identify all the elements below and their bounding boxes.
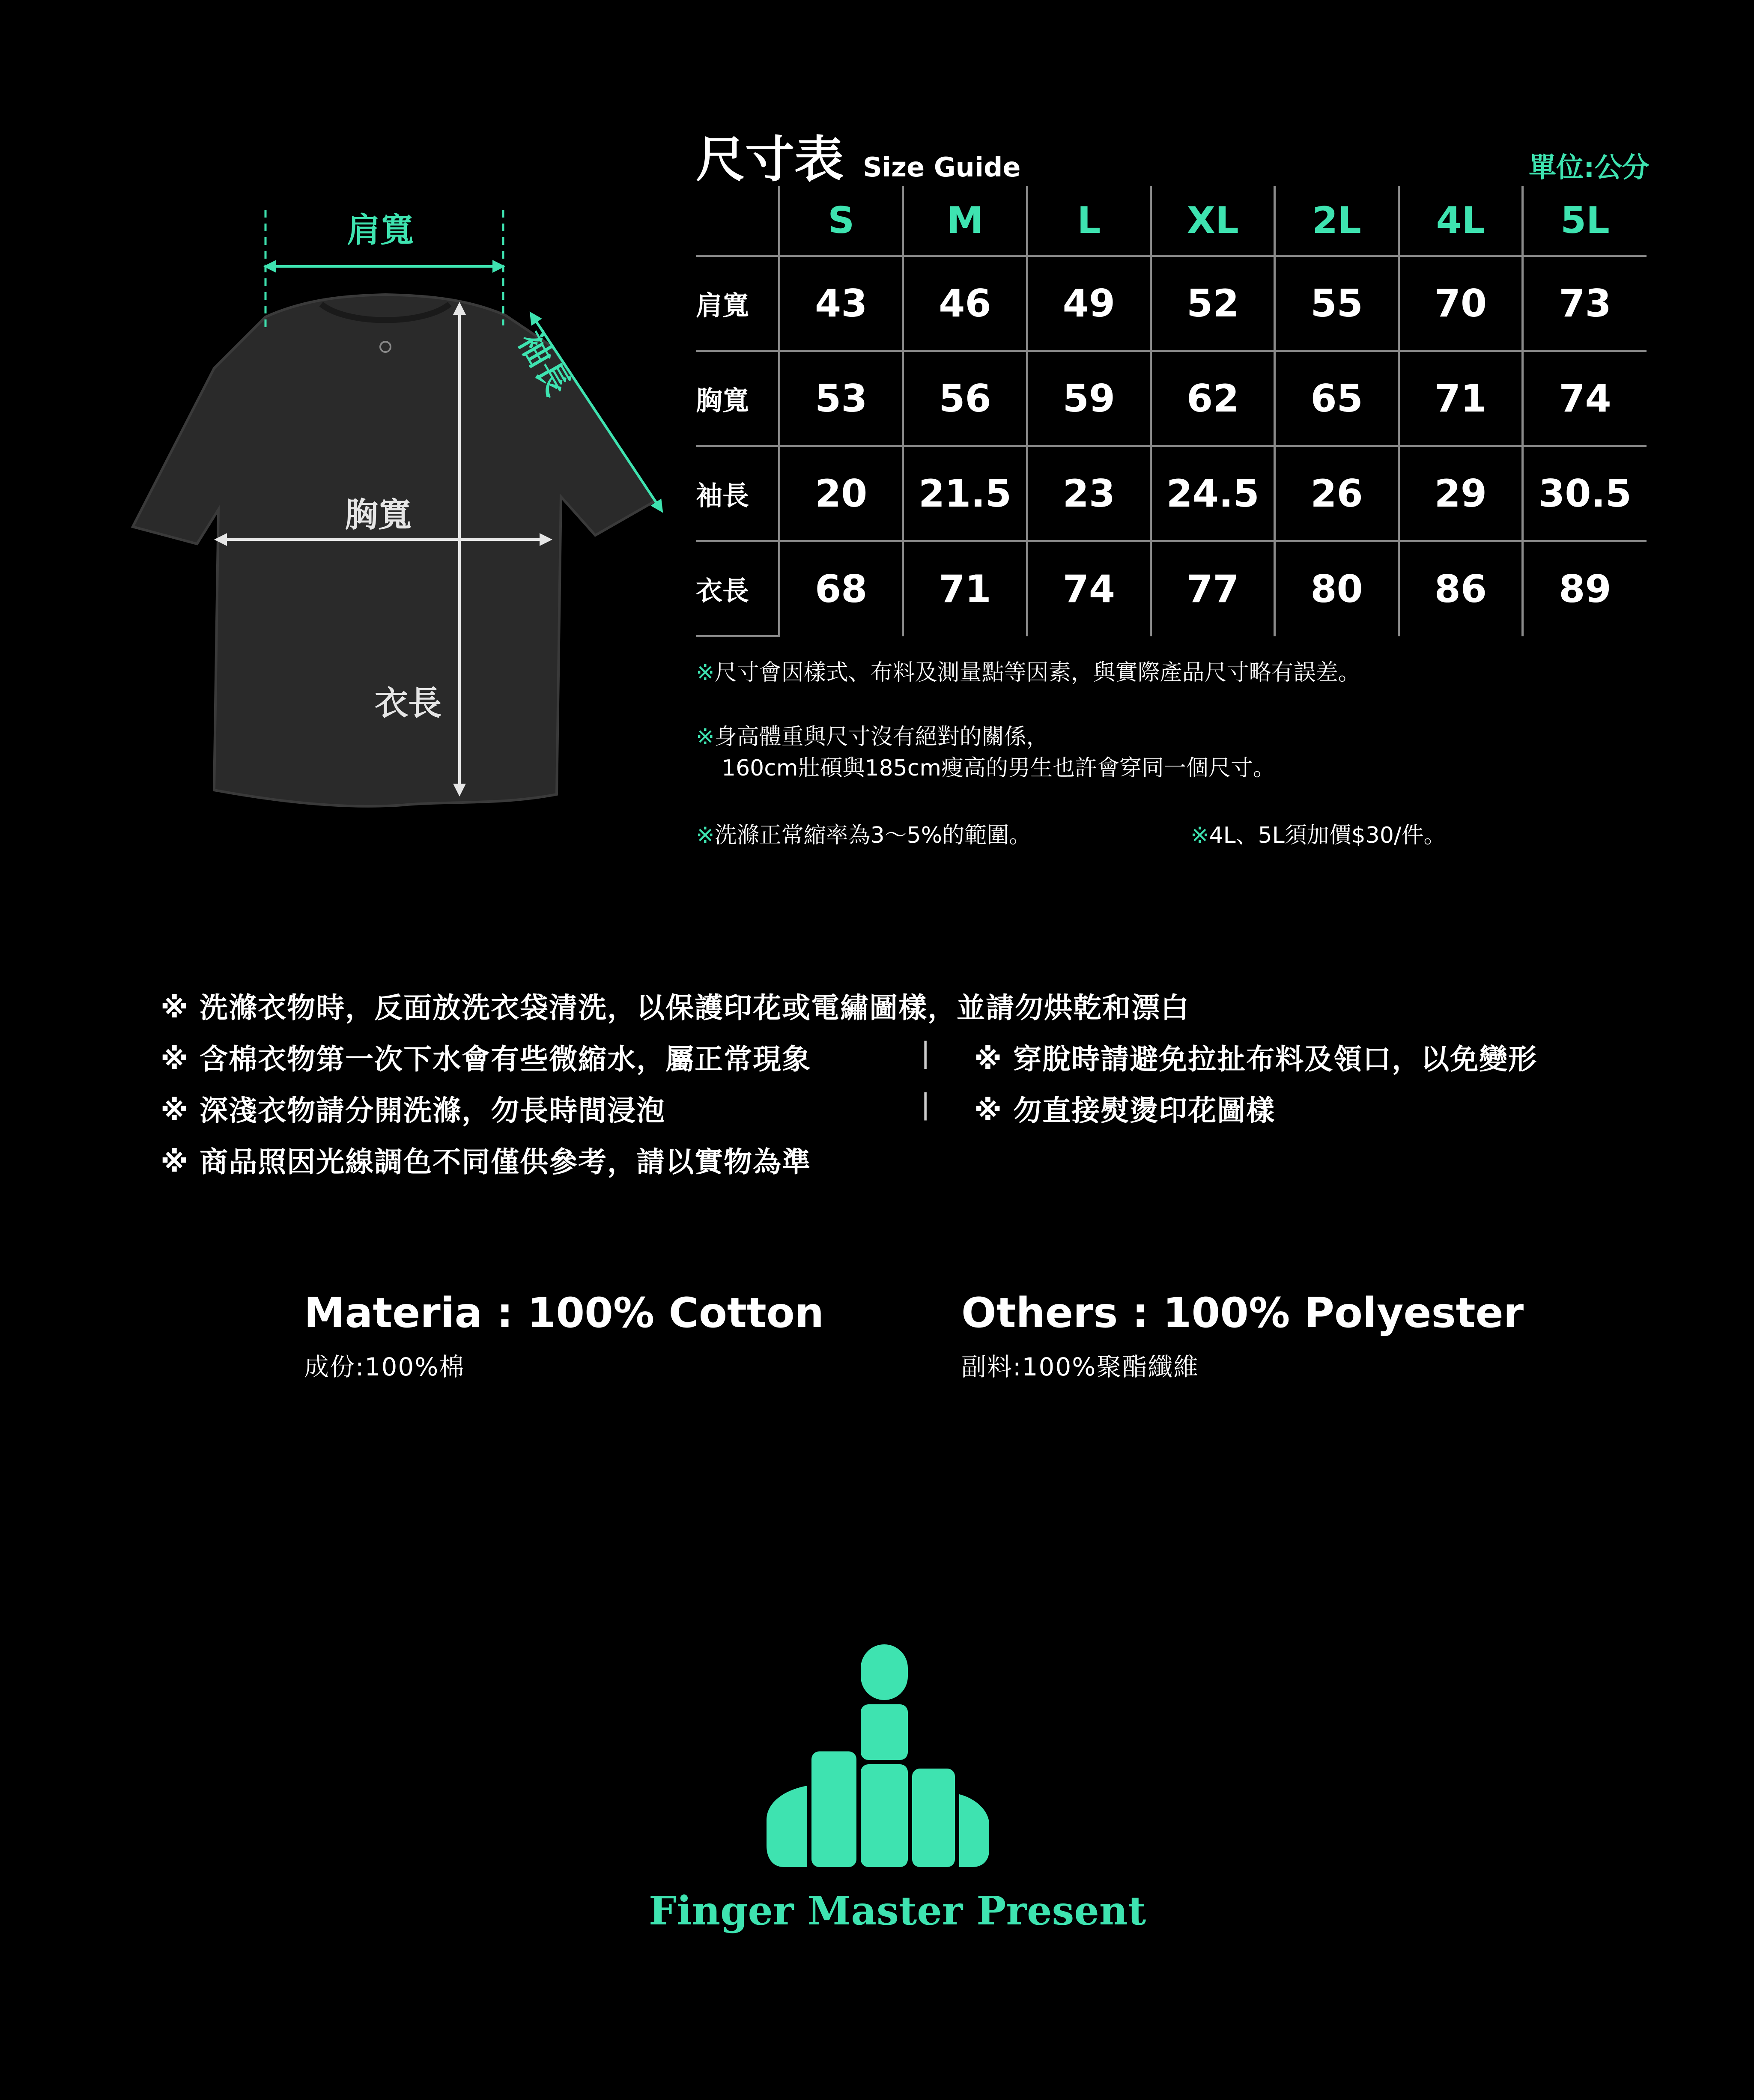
- size-table-wrapper: [696, 186, 1647, 637]
- note-text: 160cm壯碩與185cm瘦高的男生也許會穿同一個尺寸。: [722, 755, 1275, 781]
- table-cell: 74: [1523, 351, 1647, 446]
- table-cell: 49: [1027, 256, 1151, 351]
- size-col-5l: 5L: [1523, 186, 1647, 256]
- table-cell: 30.5: [1523, 446, 1647, 541]
- table-cell: 52: [1151, 256, 1275, 351]
- care-line-2-right: ※ 穿脫時請避免拉扯布料及領口，以免變形: [974, 1043, 1538, 1076]
- table-title: 尺寸表: [696, 131, 844, 188]
- chest-label: 胸寬: [345, 496, 412, 534]
- row-label: 衣長: [696, 541, 779, 636]
- size-col-4l: 4L: [1399, 186, 1522, 256]
- table-cell: 24.5: [1151, 446, 1275, 541]
- table-cell: 55: [1275, 256, 1399, 351]
- table-row-chest: [696, 351, 1647, 446]
- note-body-size: [696, 722, 1275, 784]
- table-cell: 43: [779, 256, 903, 351]
- table-cell: 65: [1275, 351, 1399, 446]
- material-other-sub: 副料:100%聚酯纖維: [961, 1352, 1199, 1381]
- note-mark: ※: [1190, 823, 1209, 848]
- table-cell: 26: [1275, 446, 1399, 541]
- note-shrink: [696, 820, 1031, 851]
- table-cell: 74: [1027, 541, 1151, 636]
- note-mark: ※: [696, 660, 715, 686]
- table-cell: 29: [1399, 446, 1522, 541]
- table-cell: 53: [779, 351, 903, 446]
- care-separator: |: [921, 1088, 931, 1121]
- table-cell: 80: [1275, 541, 1399, 636]
- row-label: 胸寬: [696, 351, 779, 446]
- note-mark: ※: [696, 823, 715, 848]
- table-cell: 77: [1151, 541, 1275, 636]
- row-label: 袖長: [696, 446, 779, 541]
- note-text: 4L、5L須加價$30/件。: [1209, 823, 1446, 848]
- brand-name: Finger Master Present: [649, 1888, 1146, 1934]
- table-cell: 68: [779, 541, 903, 636]
- size-col-2l: 2L: [1275, 186, 1399, 256]
- shirt-diagram: [124, 188, 677, 831]
- table-subtitle: Size Guide: [863, 152, 1021, 183]
- length-label: 衣長: [375, 684, 442, 723]
- care-line-4: ※ 商品照因光線調色不同僅供參考，請以實物為準: [161, 1145, 811, 1178]
- table-corner: [696, 186, 779, 256]
- table-row-shoulder: [696, 256, 1647, 351]
- material-main-sub: 成份:100%棉: [304, 1352, 465, 1381]
- note-text: 洗滌正常縮率為3～5%的範圍。: [714, 823, 1032, 848]
- care-line-3-right: ※ 勿直接熨燙印花圖樣: [974, 1094, 1276, 1127]
- sleeve-label: 袖長: [510, 325, 577, 403]
- material-main-title: Materia : 100% Cotton: [304, 1289, 824, 1337]
- table-cell: 20: [779, 446, 903, 541]
- care-separator: |: [921, 1036, 931, 1069]
- table-cell: 70: [1399, 256, 1522, 351]
- care-line-1: ※ 洗滌衣物時，反面放洗衣袋清洗，以保護印花或電繡圖樣，並請勿烘乾和漂白: [161, 991, 1190, 1024]
- table-cell: 56: [903, 351, 1027, 446]
- table-cell: 71: [1399, 351, 1522, 446]
- hand-gesture-icon: [767, 1644, 989, 1876]
- note-tolerance: [696, 657, 1360, 689]
- care-line-3-left: ※ 深淺衣物請分開洗滌，勿長時間浸泡: [161, 1094, 666, 1127]
- table-cell: 62: [1151, 351, 1275, 446]
- table-row-sleeve: [696, 446, 1647, 541]
- table-cell: 73: [1523, 256, 1647, 351]
- size-col-m: M: [903, 186, 1027, 256]
- size-col-xl: XL: [1151, 186, 1275, 256]
- size-header-row: [696, 186, 1647, 256]
- table-cell: 86: [1399, 541, 1522, 636]
- size-col-s: S: [779, 186, 903, 256]
- size-table: [696, 186, 1647, 637]
- table-cell: 46: [903, 256, 1027, 351]
- material-other-title: Others : 100% Polyester: [961, 1289, 1524, 1337]
- row-label: 肩寬: [696, 256, 779, 351]
- unit-label: 單位:公分: [1529, 152, 1650, 184]
- table-row-length: [696, 541, 1647, 636]
- size-col-l: L: [1027, 186, 1151, 256]
- table-cell: 59: [1027, 351, 1151, 446]
- table-heading: [696, 120, 1020, 191]
- note-mark: ※: [696, 724, 715, 750]
- care-line-2-left: ※ 含棉衣物第一次下水會有些微縮水，屬正常現象: [161, 1043, 811, 1076]
- table-cell: 21.5: [903, 446, 1027, 541]
- table-cell: 89: [1523, 541, 1647, 636]
- note-text: 身高體重與尺寸沒有絕對的關係，: [714, 724, 1049, 750]
- note-surcharge: [1190, 820, 1446, 851]
- note-text: 尺寸會因樣式、布料及測量點等因素，與實際產品尺寸略有誤差。: [714, 660, 1360, 686]
- table-cell: 71: [903, 541, 1027, 636]
- table-cell: 23: [1027, 446, 1151, 541]
- shoulder-label: 肩寬: [347, 211, 414, 250]
